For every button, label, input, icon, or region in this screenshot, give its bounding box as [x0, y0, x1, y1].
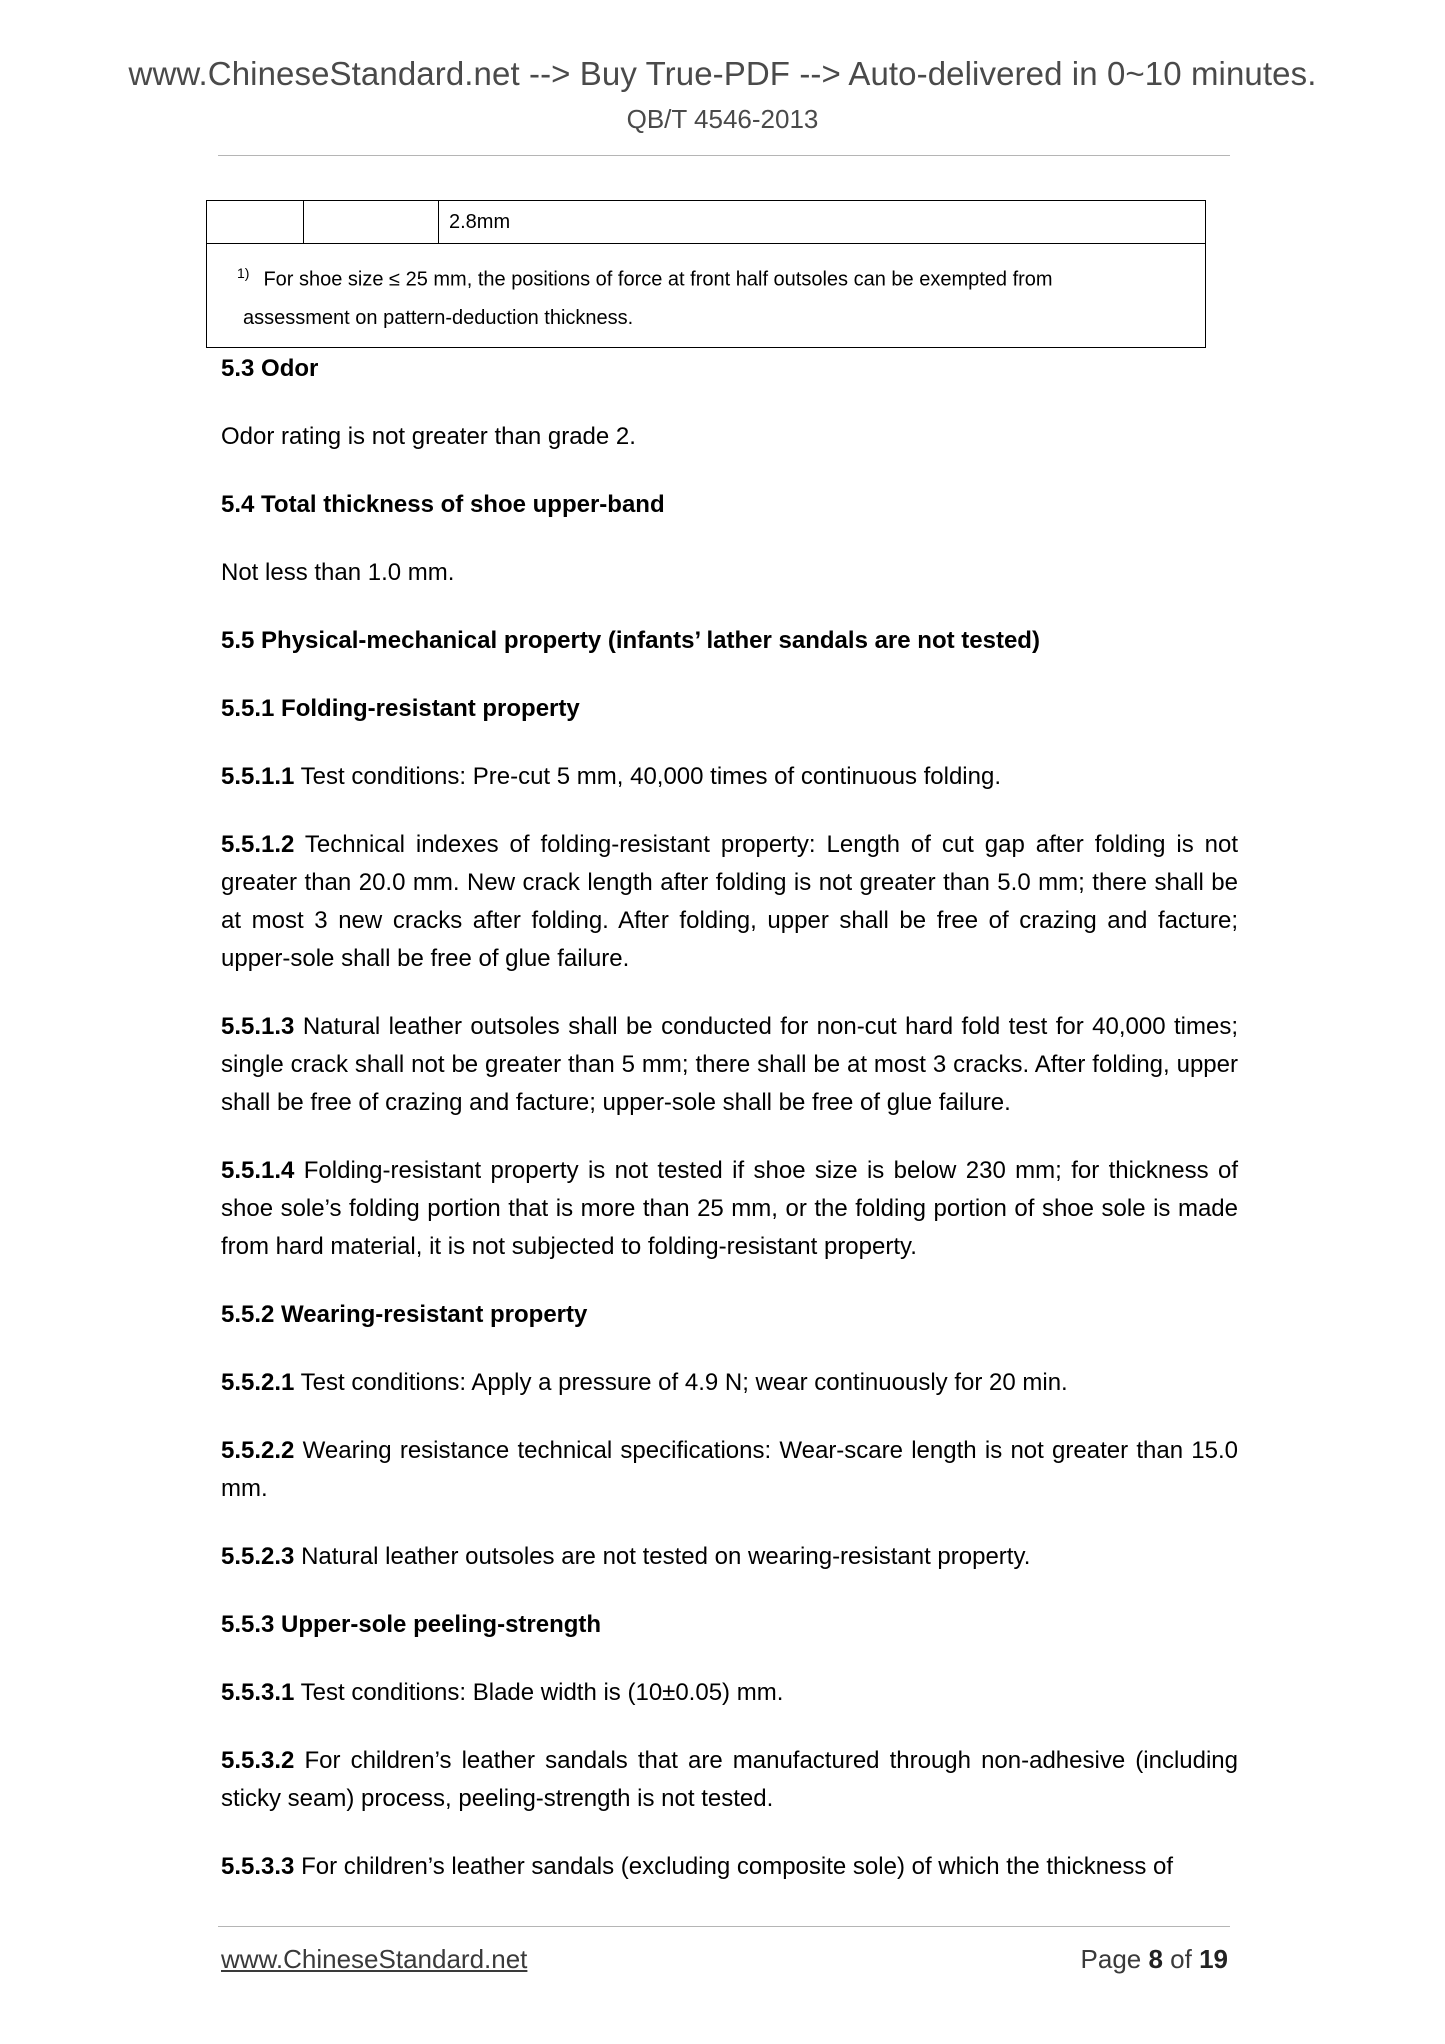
clause-text: Natural leather outsoles shall be conducted for non-cut hard fold test for 40,000 times; single crack shall not be greater than 5 mm; there shall be at most 3 cracks. After folding, upper shall be free of crazing and facture; upper-sole shall be free of glue failure.	[221, 1013, 1238, 1116]
table-row	[207, 201, 1206, 244]
section-text-5-4: Not less than 1.0 mm.	[221, 559, 455, 586]
clause-text: Test conditions: Apply a pressure of 4.9 N; wear continuously for 20 min.	[294, 1369, 1068, 1396]
clause-number: 5.5.1.2	[221, 831, 295, 858]
table-footnote	[207, 244, 1206, 348]
clause-number: 5.5.3.2	[221, 1747, 295, 1774]
clause-text: For children’s leather sandals that are manufactured through non-adhesive (including sticky seam) process, peeling-strength is not tested.	[221, 1747, 1238, 1812]
clause-number: 5.5.1.1	[221, 763, 295, 790]
table-cell-empty-2	[304, 201, 439, 244]
section-heading-5-4: 5.4 Total thickness of shoe upper-band	[221, 491, 665, 518]
clause-5-5-3-3	[221, 1848, 1238, 1886]
clause-number: 5.5.1.3	[221, 1013, 295, 1040]
table-note-row	[207, 244, 1206, 348]
clause-text: Test conditions: Blade width is (10±0.05) mm.	[294, 1679, 784, 1706]
section-heading-5-5: 5.5 Physical-mechanical property (infants’ lather sandals are not tested)	[221, 627, 1040, 654]
clause-5-5-2-3	[221, 1538, 1238, 1576]
section-heading-5-3: 5.3 Odor	[221, 355, 319, 382]
footnote-text-line2: assessment on pattern-deduction thickness.	[243, 306, 634, 329]
clause-5-5-3-1	[221, 1674, 1238, 1712]
section-heading-5-5-3: 5.5.3 Upper-sole peeling-strength	[221, 1611, 602, 1638]
clause-number: 5.5.2.3	[221, 1543, 295, 1570]
footer-divider	[218, 1926, 1230, 1927]
footnote-text-line1: For shoe size ≤ 25 mm, the positions of force at front half outsoles can be exempted from	[263, 268, 1053, 291]
page-of: of	[1162, 1944, 1200, 1974]
clause-5-5-1-4	[221, 1152, 1238, 1266]
header-divider	[218, 155, 1230, 156]
clause-5-5-1-1	[221, 758, 1238, 796]
section-heading-5-5-2: 5.5.2 Wearing-resistant property	[221, 1301, 588, 1328]
table-cell-empty-1	[207, 201, 304, 244]
table-cell-value: 2.8mm	[439, 201, 1206, 244]
page-total: 19	[1199, 1944, 1228, 1974]
clause-5-5-3-2	[221, 1742, 1238, 1818]
clause-text: Test conditions: Pre-cut 5 mm, 40,000 times of continuous folding.	[294, 763, 1001, 790]
clause-text: Wearing resistance technical specifications: Wear-scare length is not greater than 15.0 mm.	[221, 1437, 1238, 1502]
clause-text: Technical indexes of folding-resistant property: Length of cut gap after folding is not greater than 20.0 mm. New crack length after folding is not greater than 5.0 mm; there shall be at most 3 new cracks after folding. After folding, upper shall be free of crazing and facture; upper-sole shall be free of glue failure.	[221, 831, 1238, 972]
clause-text: Natural leather outsoles are not tested on wearing-resistant property.	[294, 1543, 1031, 1570]
section-heading-5-5-1: 5.5.1 Folding-resistant property	[221, 695, 580, 722]
clause-text: Folding-resistant property is not tested if shoe size is below 230 mm; for thickness of shoe sole’s folding portion that is more than 25 mm, or the folding portion of shoe sole is made from hard material, it is not subjected to folding-resistant property.	[221, 1157, 1238, 1260]
clause-number: 5.5.3.3	[221, 1853, 295, 1880]
clause-text: For children’s leather sandals (excluding composite sole) of which the thickness of	[294, 1853, 1174, 1880]
clause-number: 5.5.1.4	[221, 1157, 295, 1184]
clause-5-5-2-1	[221, 1364, 1238, 1402]
section-text-5-3: Odor rating is not greater than grade 2.	[221, 423, 636, 450]
document-code: QB/T 4546-2013	[626, 104, 819, 134]
page-indicator	[1081, 1944, 1228, 1975]
footer-site-link[interactable]: www.ChineseStandard.net	[221, 1944, 528, 1974]
clause-5-5-2-2	[221, 1432, 1238, 1508]
document-body	[221, 350, 1238, 1916]
header-banner: www.ChineseStandard.net --> Buy True-PDF --> Auto-delivered in 0~10 minutes.	[128, 55, 1317, 92]
footnote-marker: 1)	[237, 265, 250, 281]
page-prefix: Page	[1080, 1944, 1149, 1974]
clause-number: 5.5.2.2	[221, 1437, 295, 1464]
clause-number: 5.5.3.1	[221, 1679, 295, 1706]
clause-5-5-1-2	[221, 826, 1238, 978]
page-current: 8	[1148, 1944, 1163, 1974]
clause-number: 5.5.2.1	[221, 1369, 295, 1396]
clause-5-5-1-3	[221, 1008, 1238, 1122]
spec-table-fragment	[206, 200, 1206, 348]
